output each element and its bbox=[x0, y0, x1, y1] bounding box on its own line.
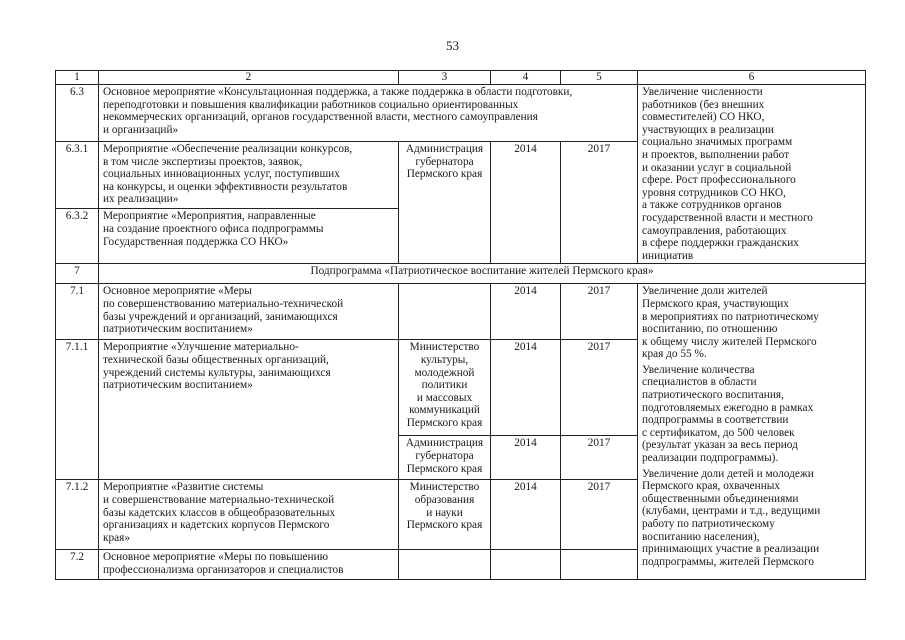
measure-name: Мероприятие «Улучшение материально- технической базы общественных организаций, учреждений системы культуры, занимающихся патриотическим воспитанием» bbox=[99, 340, 399, 480]
header-col-5: 5 bbox=[561, 71, 638, 85]
row-number: 7.2 bbox=[56, 550, 99, 580]
subprogram-row bbox=[56, 264, 866, 284]
start-year: 2014 bbox=[491, 436, 561, 480]
end-year: 2017 bbox=[561, 142, 638, 264]
subprogram-title: Подпрограмма «Патриотическое воспитание жителей Пермского края» bbox=[99, 264, 866, 284]
measures-table bbox=[55, 70, 866, 580]
header-col-4: 4 bbox=[491, 71, 561, 85]
row-number: 7.1 bbox=[56, 284, 99, 340]
end-year: 2017 bbox=[561, 436, 638, 480]
row-number: 6.3 bbox=[56, 85, 99, 142]
executor: Администрация губернатора Пермского края bbox=[399, 436, 491, 480]
end-year: 2017 bbox=[561, 284, 638, 340]
measure-name: Основное мероприятие «Меры по повышению профессионализма организаторов и специалистов bbox=[99, 550, 399, 580]
header-col-6: 6 bbox=[638, 71, 866, 85]
start-year: 2014 bbox=[491, 142, 561, 264]
measure-name: Основное мероприятие «Меры по совершенствованию материально-технической базы учреждений и организаций, занимающихся патриотическим воспитанием» bbox=[99, 284, 399, 340]
table-row bbox=[56, 85, 866, 142]
row-number: 7.1.2 bbox=[56, 480, 99, 550]
executor: Министерство культуры, молодежной политики и массовых коммуникаций Пермского края bbox=[399, 340, 491, 436]
start-year: 2014 bbox=[491, 340, 561, 436]
result-paragraph: Увеличение доли жителей Пермского края, участвующих в мероприятиях по патриотическому воспитанию, по отношению к общему числу жителей Пермского края до 55 %. bbox=[642, 285, 819, 361]
header-col-1: 1 bbox=[56, 71, 99, 85]
start-year: 2014 bbox=[491, 480, 561, 550]
measure-name: Мероприятие «Обеспечение реализации конкурсов, в том числе экспертизы проектов, заявок, социальных инновационных услуг, поступивших на конкурсы, и оценки эффективности результатов их реализации» bbox=[99, 142, 399, 209]
expected-result-6: Увеличение численности работников (без внешних совместителей) СО НКО, участвующих в реализации социально значимых программ и проектов, выполнении работ и оказании услуг в социальной сфере. Рост профессионального уровня сотрудников СО НКО, а также сотрудников органов государственной власти и местного самоуправления, работающих в сфере поддержки гражданских инициатив bbox=[638, 85, 866, 264]
executor bbox=[399, 550, 491, 580]
executor: Администрация губернатора Пермского края bbox=[399, 142, 491, 264]
start-year bbox=[491, 550, 561, 580]
row-number: 7 bbox=[56, 264, 99, 284]
row-number: 7.1.1 bbox=[56, 340, 99, 480]
page-number: 53 bbox=[446, 38, 459, 53]
executor: Министерство образования и науки Пермского края bbox=[399, 480, 491, 550]
expected-result-7 bbox=[638, 284, 866, 580]
header-col-2: 2 bbox=[99, 71, 399, 85]
header-row bbox=[56, 71, 866, 85]
table-row bbox=[56, 284, 866, 340]
result-paragraph: Увеличение количества специалистов в области патриотического воспитания, подготовляемых ежегодно в рамках подпрограммы в соответствии с сертификатом, до 500 человек (результат указан за весь период реализации подпрограммы). bbox=[642, 363, 814, 465]
end-year: 2017 bbox=[561, 480, 638, 550]
executor bbox=[399, 284, 491, 340]
header-col-3: 3 bbox=[399, 71, 491, 85]
measure-name: Мероприятие «Развитие системы и совершенствование материально-технической базы кадетских классов в общеобразовательных организациях и кадетских корпусов Пермского края» bbox=[99, 480, 399, 550]
row-number: 6.3.1 bbox=[56, 142, 99, 209]
end-year bbox=[561, 550, 638, 580]
end-year: 2017 bbox=[561, 340, 638, 436]
measure-name: Мероприятие «Мероприятия, направленные на создание проектного офиса подпрограммы Государственная поддержка СО НКО» bbox=[99, 209, 399, 264]
measure-name: Основное мероприятие «Консультационная поддержка, а также поддержка в области подготовки, переподготовки и повышения квалификации работников социально ориентированных некоммерческих организаций, органов государственной власти, местного самоуправления и организаций» bbox=[99, 85, 638, 142]
row-number: 6.3.2 bbox=[56, 209, 99, 264]
start-year: 2014 bbox=[491, 284, 561, 340]
result-paragraph: Увеличение доли детей и молодежи Пермского края, охваченных общественными объединениями (клубами, центрами и т.д., ведущими работу по патриотическому воспитанию населения), принимающих участие в реализации подпрограммы, жителей Пермского bbox=[642, 467, 821, 568]
